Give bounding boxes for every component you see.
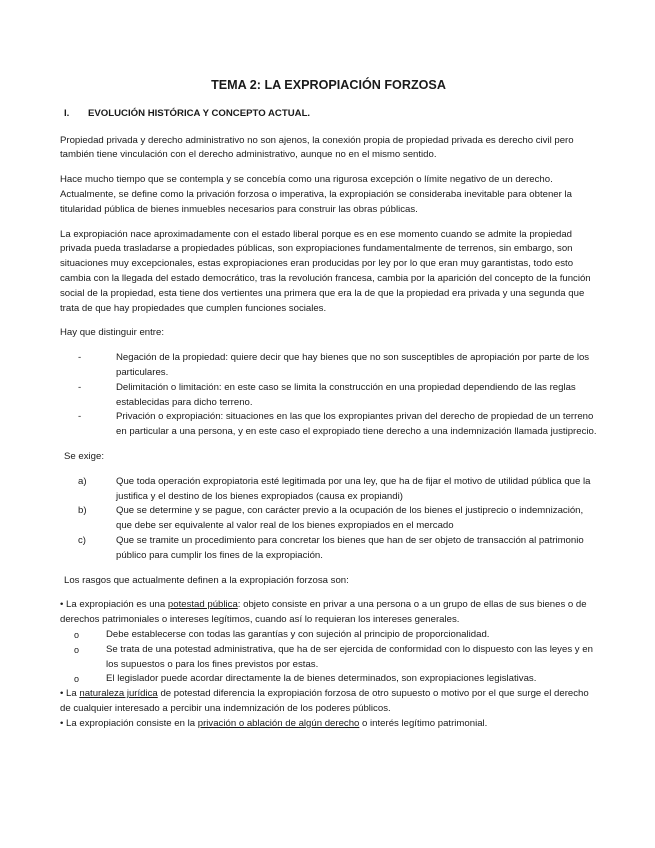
- underlined-term: potestad pública: [167, 599, 238, 611]
- paragraph-intro: Propiedad privada y derecho administrativo no son ajenos, la conexión propia de propiedad privada es derecho civil pero también tiene vinculación con el derecho administrativo, aunque no en el mismo sentido.: [60, 134, 574, 161]
- circle-marker: o: [74, 674, 80, 685]
- list-item: [74, 672, 597, 687]
- feature-sub-list: [60, 628, 597, 687]
- dash-marker: -: [78, 352, 82, 364]
- bullet-text-post: de potestad diferencia la expropiación forzosa de otro supuesto o motivo por el que surge el derecho de cualquier interesado a percibir una indemnización de los poderes públicos.: [60, 688, 589, 714]
- list-item: [74, 643, 597, 673]
- list-item: [78, 381, 597, 411]
- alpha-marker: c): [78, 534, 86, 546]
- list-item: [78, 475, 597, 505]
- list-item-text: Que se tramite un procedimiento para concretar los bienes que han de ser objeto de transacción al patrimonio público para cumplir los fines de la expropiación.: [116, 534, 584, 561]
- bullet-text-pre: • La: [60, 688, 80, 700]
- alpha-marker: a): [78, 475, 87, 487]
- bullet-text-post: : objeto consiste en privar a una persona o a un grupo de ellas de sus bienes o de derechos patrimoniales o intereses legítimos, cuando así lo requieran los intereses generales.: [60, 599, 587, 626]
- list-item: [78, 504, 597, 534]
- paragraph-distinguish: Hay que distinguir entre:: [60, 327, 164, 339]
- list-item-text: Que toda operación expropiatoria esté legitimada por una ley, que ha de fijar el motivo de utilidad pública que la justifica y el destino de los bienes expropiados (causa ex propiandi): [116, 475, 591, 502]
- feature-bullet-naturaleza: [60, 687, 597, 717]
- feature-bullet-privacion: [60, 717, 597, 732]
- list-item: [74, 628, 597, 643]
- feature-bullet-potestad: [60, 598, 597, 628]
- requirements-list: [60, 475, 597, 564]
- features-label: Los rasgos que actualmente definen a la expropiación forzosa son:: [64, 574, 349, 586]
- alpha-marker: b): [78, 505, 87, 517]
- dash-marker: -: [78, 411, 82, 423]
- list-item: [78, 351, 597, 381]
- requirements-label: Se exige:: [64, 450, 105, 462]
- bullet-text-pre: • La expropiación es una: [60, 599, 168, 611]
- list-item-text: Que se determine y se pague, con carácter previo a la ocupación de los bienes el justiprecio o indemnización, que debe ser equivalente al valor real de los bienes expropiados en el mercado: [116, 505, 584, 532]
- list-item: [78, 410, 597, 440]
- list-item-text: Debe establecerse con todas las garantías y con sujeción al principio de proporcionalidad.: [106, 628, 490, 640]
- list-item-text: Privación o expropiación: situaciones en las que los expropiantes privan del derecho de propiedad de un terreno en particular a una persona, y en este caso el expropiado tiene derecho a una indemnización llamada justiprecio.: [116, 411, 597, 438]
- section-label: EVOLUCIÓN HISTÓRICA Y CONCEPTO ACTUAL.: [88, 107, 311, 119]
- list-item-text: Negación de la propiedad: quiere decir que hay bienes que no son susceptibles de apropiación por parte de los particulares.: [116, 352, 590, 378]
- bullet-text-post: o interés legítimo patrimonial.: [359, 717, 488, 729]
- underlined-term: naturaleza jurídica: [79, 688, 158, 700]
- document-title: TEMA 2: LA EXPROPIACIÓN FORZOSA: [211, 78, 446, 92]
- list-item: [78, 534, 597, 564]
- underlined-term: privación o ablación de algún derecho: [197, 717, 360, 729]
- list-item-text: Se trata de una potestad administrativa, que ha de ser ejercida de conformidad con lo dispuesto con las leyes y en los supuestos o para los fines previstos por estas.: [106, 643, 593, 670]
- circle-marker: o: [74, 644, 80, 655]
- circle-marker: o: [74, 629, 80, 640]
- section-heading: [60, 107, 597, 122]
- list-item-text: Delimitación o limitación: en este caso se limita la construcción en una propiedad dependiendo de las reglas establecidas para dicho terreno.: [116, 381, 576, 408]
- section-number: I.: [64, 107, 70, 119]
- paragraph-history: Hace mucho tiempo que se contempla y se concebía como una rigurosa excepción o límite negativo de un derecho. Actualmente, se define como la privación forzosa o imperativa, la expropiación se consideraba inevitable para obtener la titularidad pública de bienes inmuebles necesarios para construir las obras públicas.: [60, 174, 572, 215]
- bullet-text-pre: • La expropiación consiste en la: [60, 717, 198, 729]
- distinction-list: [60, 351, 597, 440]
- list-item-text: El legislador puede acordar directamente la de bienes determinados, son expropiaciones legislativas.: [106, 673, 537, 685]
- dash-marker: -: [78, 381, 82, 393]
- paragraph-liberal-state: La expropiación nace aproximadamente con el estado liberal porque es en ese momento cuando se admite la propiedad privada pueda trasladarse a propiedades públicas, son expropiaciones fundamentalmente de terrenos, sin embargo, son situaciones muy excepcionales, estas expropiaciones eran producidas por ley por lo que eran muy garantistas, todo esto cambia con la llegada del estado democrático, tras la revolución francesa, cambia por la aparición del concepto de la función social de la propiedad, esta tiene dos vertientes una primera que era la de que la propiedad era privada y una segunda que trata de que hay propiedades que cumplen funciones sociales.: [60, 228, 591, 314]
